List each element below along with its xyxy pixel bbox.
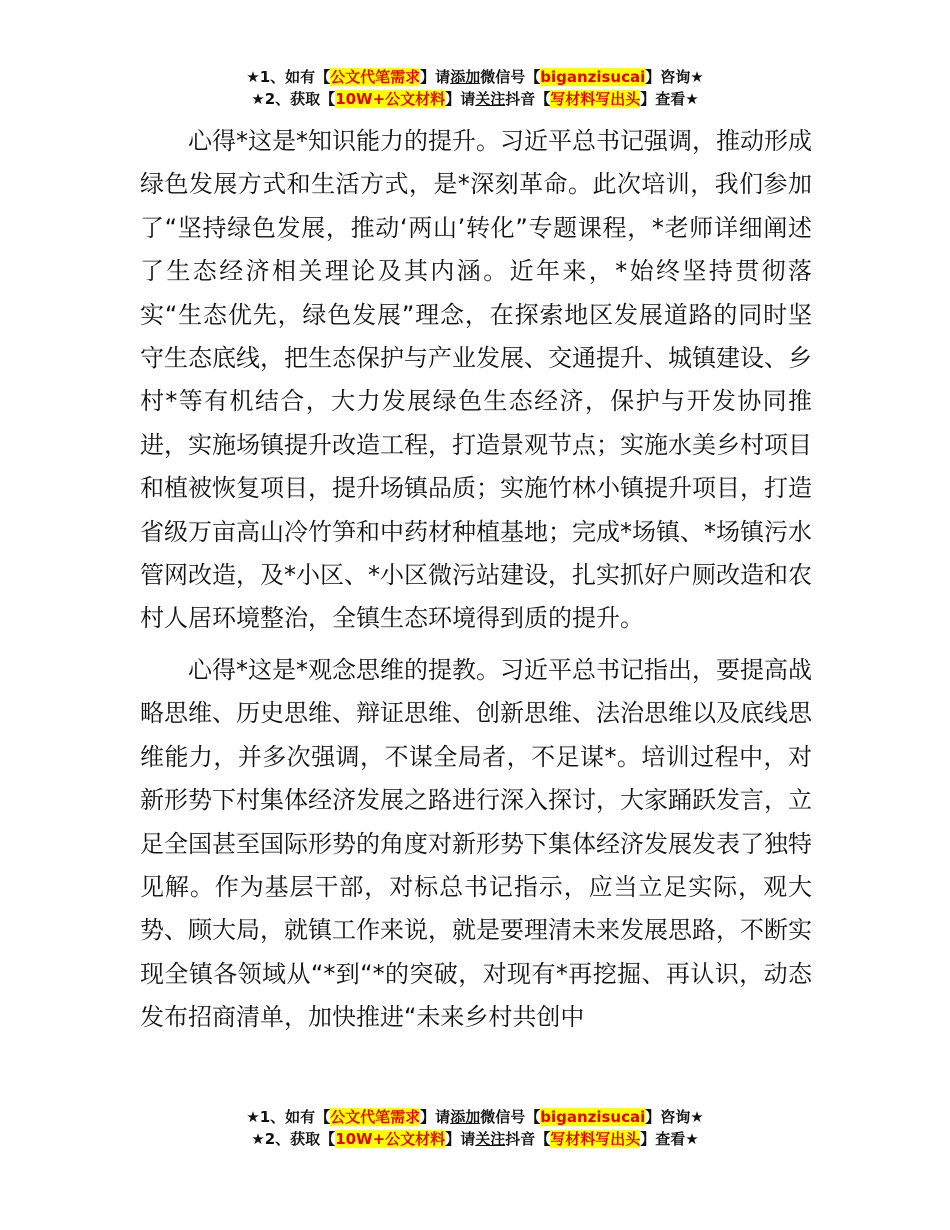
banner-highlight: 10W+公文材料 xyxy=(335,90,446,108)
banner-highlight: biganzisucai xyxy=(540,68,646,86)
banner-underlined-text: 关注 xyxy=(475,1130,506,1148)
banner-text: 抖音【 xyxy=(505,1130,551,1148)
banner-highlight: 公文代笔需求 xyxy=(330,68,421,86)
banner-text: 抖音【 xyxy=(505,90,551,108)
header-banner xyxy=(0,66,950,110)
banner-underlined-text: 添加 xyxy=(450,1108,481,1126)
banner-line-2 xyxy=(0,88,950,110)
banner-text: 微信号【 xyxy=(480,1108,541,1126)
banner-line-2 xyxy=(0,1128,950,1150)
paragraph-2: 心得*这是*观念思维的提教。习近平总书记指出，要提高战略思维、历史思维、辩证思维、创新思维、法治思维以及底线思维能力，并多次强调，不谋全局者，不足谋*。培训过程中，对新形势下村集体经济发展之路进行深入探讨，大家踊跃发言，立足全国甚至国际形势的角度对新形势下集体经济发展发表了独特见解。作为基层干部，对标总书记指示，应当立足实际，观大势、顾大局，就镇工作来说，就是要理清未来发展思路，不断实现全镇各领域从“*到“*的突破，对现有*再挖掘、再认识，动态发布招商清单，加快推进“未来乡村共创中 xyxy=(140,655,812,1032)
banner-text: ★1、如有【 xyxy=(246,68,331,86)
banner-highlight: 公文代笔需求 xyxy=(330,1108,421,1126)
banner-text: 】咨询★ xyxy=(645,68,704,86)
banner-line-1 xyxy=(0,66,950,88)
footer-banner xyxy=(0,1106,950,1150)
banner-text: 】查看★ xyxy=(640,1130,699,1148)
banner-text: 微信号【 xyxy=(480,68,541,86)
banner-text: ★1、如有【 xyxy=(246,1108,331,1126)
banner-text: 】查看★ xyxy=(640,90,699,108)
banner-text: 】请 xyxy=(445,1130,476,1148)
document-body xyxy=(140,120,812,1048)
banner-underlined-text: 关注 xyxy=(475,90,506,108)
banner-text: ★2、获取【 xyxy=(251,90,336,108)
paragraph-1: 心得*这是*知识能力的提升。习近平总书记强调，推动形成绿色发展方式和生活方式，是*深刻革命。此次培训，我们参加了“坚持绿色发展，推动‘两山’转化”专题课程，*老师详细阐述了生态经济相关理论及其内涵。近年来，*始终坚持贯彻落实“生态优先，绿色发展”理念，在探索地区发展道路的同时坚守生态底线，把生态保护与产业发展、交通提升、城镇建设、乡村*等有机结合，大力发展绿色生态经济，保护与开发协同推进，实施场镇提升改造工程，打造景观节点；实施水美乡村项目和植被恢复项目，提升场镇品质；实施竹林小镇提升项目，打造省级万亩高山冷竹笋和中药材种植基地；完成*场镇、*场镇污水管网改造，及*小区、*小区微污站建设，扎实抓好户厕改造和农村人居环境整治，全镇生态环境得到质的提升。 xyxy=(140,127,812,633)
banner-highlight: 写材料写出头 xyxy=(550,90,641,108)
banner-text: 】请 xyxy=(420,1108,451,1126)
banner-highlight: biganzisucai xyxy=(540,1108,646,1126)
banner-highlight: 写材料写出头 xyxy=(550,1130,641,1148)
banner-highlight: 10W+公文材料 xyxy=(335,1130,446,1148)
banner-text: 】请 xyxy=(420,68,451,86)
banner-underlined-text: 添加 xyxy=(450,68,481,86)
banner-text: 】咨询★ xyxy=(645,1108,704,1126)
banner-line-1 xyxy=(0,1106,950,1128)
banner-text: ★2、获取【 xyxy=(251,1130,336,1148)
banner-text: 】请 xyxy=(445,90,476,108)
